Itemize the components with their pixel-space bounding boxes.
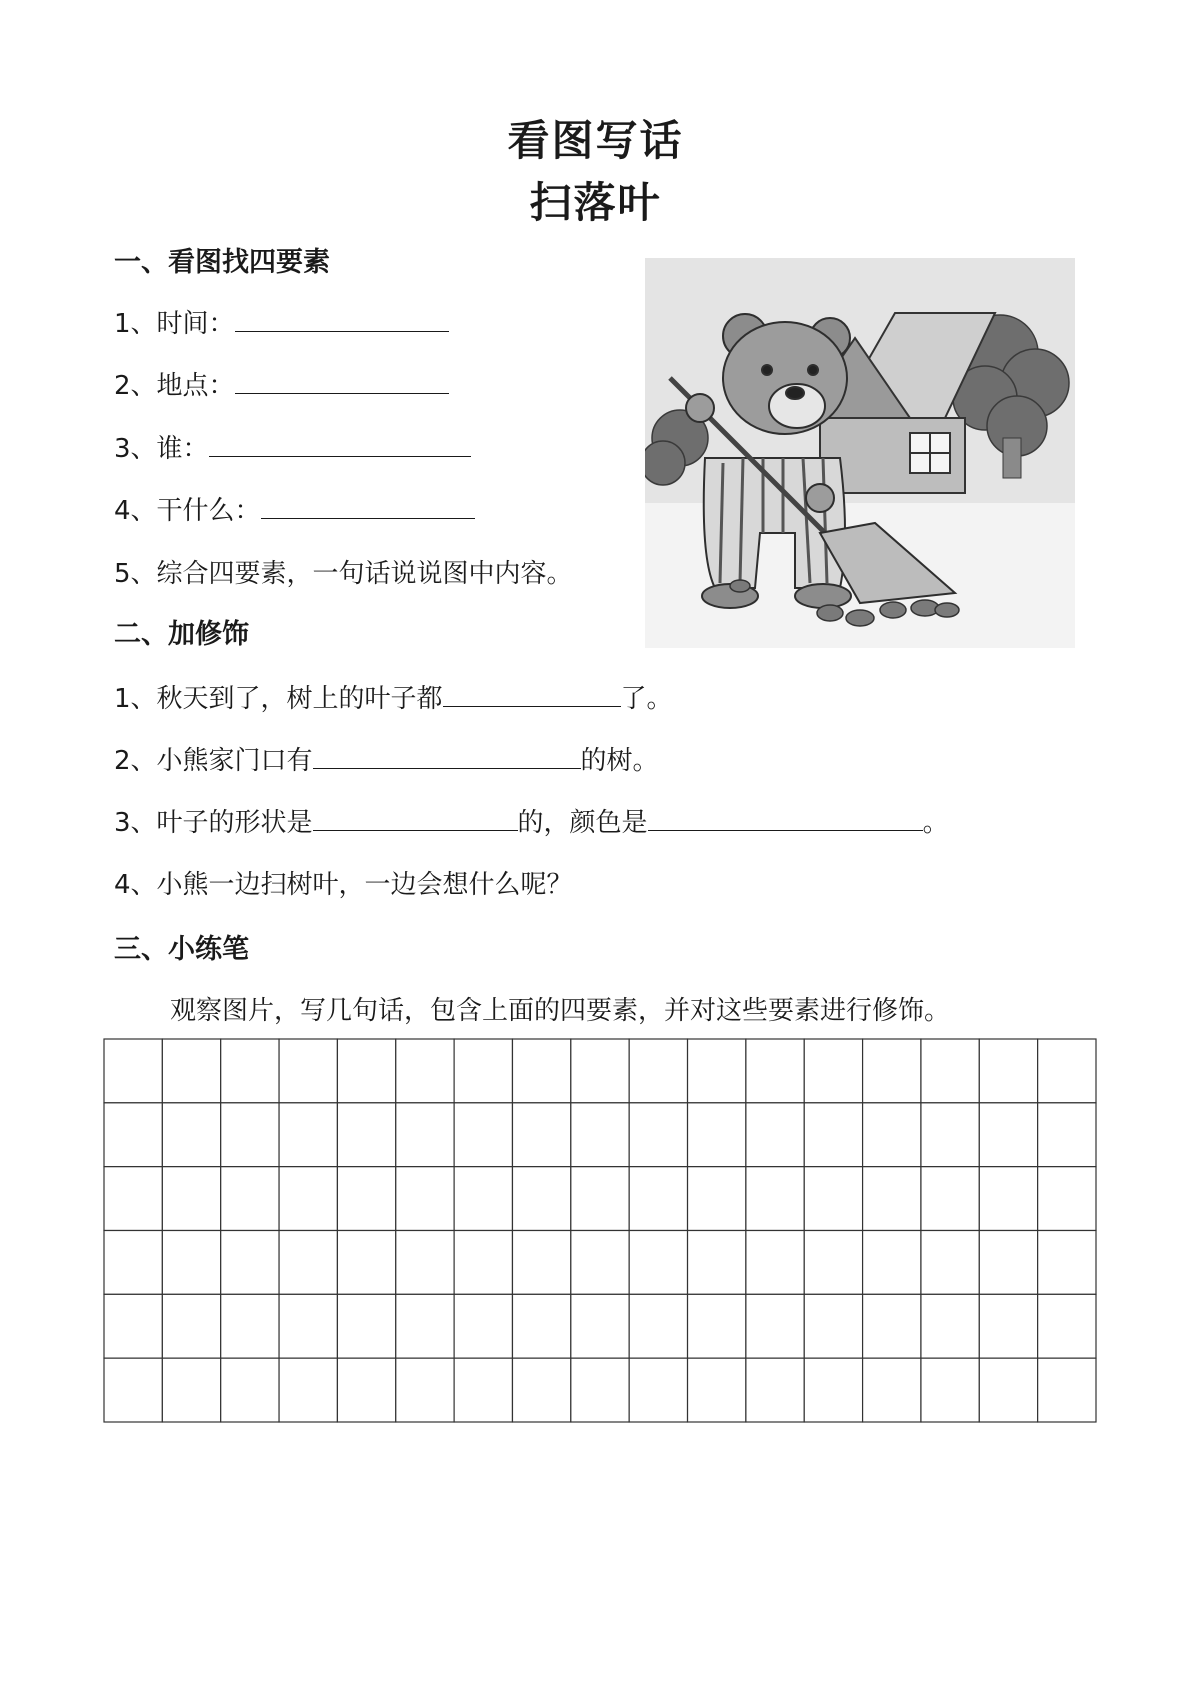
grid-cell[interactable] [279, 1358, 337, 1422]
answer-blank-place[interactable] [235, 367, 449, 394]
grid-cell[interactable] [221, 1294, 279, 1358]
grid-cell[interactable] [162, 1294, 220, 1358]
grid-cell[interactable] [512, 1294, 570, 1358]
grid-cell[interactable] [863, 1167, 921, 1231]
grid-cell[interactable] [512, 1358, 570, 1422]
grid-cell[interactable] [979, 1103, 1037, 1167]
grid-cell[interactable] [396, 1103, 454, 1167]
grid-cell[interactable] [104, 1167, 162, 1231]
answer-blank-who[interactable] [209, 430, 471, 457]
grid-cell[interactable] [804, 1231, 862, 1295]
grid-cell[interactable] [162, 1167, 220, 1231]
grid-cell[interactable] [863, 1039, 921, 1103]
grid-cell[interactable] [221, 1231, 279, 1295]
grid-cell[interactable] [512, 1039, 570, 1103]
answer-blank-shape[interactable] [313, 804, 518, 831]
grid-cell[interactable] [688, 1039, 746, 1103]
grid-cell[interactable] [804, 1103, 862, 1167]
grid-cell[interactable] [337, 1167, 395, 1231]
grid-cell[interactable] [396, 1039, 454, 1103]
fill-sentence-3-start: 3、叶子的形状是 [114, 808, 313, 838]
question-who-label: 3、谁： [114, 434, 209, 464]
grid-cell[interactable] [804, 1294, 862, 1358]
fill-sentence-3 [114, 802, 949, 839]
grid-cell[interactable] [979, 1231, 1037, 1295]
grid-cell[interactable] [512, 1103, 570, 1167]
grid-cell[interactable] [396, 1231, 454, 1295]
grid-cell[interactable] [1038, 1231, 1096, 1295]
grid-cell[interactable] [279, 1103, 337, 1167]
grid-cell[interactable] [104, 1294, 162, 1358]
grid-cell[interactable] [337, 1103, 395, 1167]
grid-cell[interactable] [921, 1039, 979, 1103]
grid-cell[interactable] [688, 1358, 746, 1422]
grid-cell[interactable] [688, 1231, 746, 1295]
grid-cell[interactable] [629, 1358, 687, 1422]
grid-cell[interactable] [921, 1231, 979, 1295]
grid-cell[interactable] [512, 1167, 570, 1231]
grid-cell[interactable] [104, 1039, 162, 1103]
grid-cell[interactable] [221, 1358, 279, 1422]
fill-sentence-1-start: 1、秋天到了，树上的叶子都 [114, 684, 443, 714]
grid-cell[interactable] [979, 1167, 1037, 1231]
answer-blank-what[interactable] [261, 492, 475, 519]
grid-cell[interactable] [979, 1358, 1037, 1422]
grid-cell[interactable] [337, 1294, 395, 1358]
fill-sentence-1-end: 了。 [620, 684, 673, 714]
grid-cell[interactable] [454, 1231, 512, 1295]
grid-cell[interactable] [804, 1039, 862, 1103]
question-what [114, 490, 475, 527]
grid-cell[interactable] [1038, 1358, 1096, 1422]
grid-cell[interactable] [337, 1358, 395, 1422]
question-summary: 5、综合四要素，一句话说说图中内容。 [114, 559, 573, 589]
grid-cell[interactable] [863, 1231, 921, 1295]
bear-sweeping-leaves-illustration [645, 258, 1075, 648]
fill-sentence-1 [114, 678, 673, 715]
grid-cell[interactable] [1038, 1294, 1096, 1358]
grid-cell[interactable] [746, 1231, 804, 1295]
writing-instruction: 观察图片，写几句话，包含上面的四要素，并对这些要素进行修饰。 [170, 996, 951, 1026]
section1-heading: 一、看图找四要素 [114, 247, 330, 278]
grid-cell[interactable] [921, 1103, 979, 1167]
grid-cell[interactable] [571, 1103, 629, 1167]
question-who [114, 428, 471, 465]
grid-cell[interactable] [454, 1167, 512, 1231]
fill-sentence-2-start: 2、小熊家门口有 [114, 746, 313, 776]
grid-cell[interactable] [221, 1103, 279, 1167]
question-what-label: 4、干什么： [114, 496, 261, 526]
grid-cell[interactable] [1038, 1103, 1096, 1167]
question-time-label: 1、时间： [114, 309, 235, 339]
grid-cell[interactable] [571, 1231, 629, 1295]
grid-cell[interactable] [921, 1294, 979, 1358]
grid-cell[interactable] [863, 1103, 921, 1167]
grid-cell[interactable] [279, 1039, 337, 1103]
grid-cell[interactable] [279, 1167, 337, 1231]
grid-cell[interactable] [688, 1167, 746, 1231]
grid-cell[interactable] [571, 1358, 629, 1422]
grid-cell[interactable] [863, 1294, 921, 1358]
fill-sentence-3-middle: 的，颜色是 [517, 808, 648, 838]
grid-cell[interactable] [746, 1039, 804, 1103]
grid-cell[interactable] [279, 1294, 337, 1358]
grid-cell[interactable] [221, 1167, 279, 1231]
grid-cell[interactable] [396, 1358, 454, 1422]
writing-grid[interactable] [103, 1038, 1097, 1423]
grid-cell[interactable] [337, 1231, 395, 1295]
grid-cell[interactable] [396, 1167, 454, 1231]
grid-cell[interactable] [104, 1358, 162, 1422]
grid-cell[interactable] [1038, 1039, 1096, 1103]
section2-heading: 二、加修饰 [114, 619, 249, 650]
fill-sentence-2 [114, 740, 659, 777]
fill-sentence-2-end: 的树。 [580, 746, 659, 776]
answer-blank-color[interactable] [648, 804, 923, 831]
grid-cell[interactable] [629, 1039, 687, 1103]
grid-cell[interactable] [688, 1103, 746, 1167]
grid-cell[interactable] [454, 1294, 512, 1358]
grid-cell[interactable] [454, 1039, 512, 1103]
grid-cell[interactable] [162, 1231, 220, 1295]
grid-cell[interactable] [979, 1294, 1037, 1358]
grid-cell[interactable] [104, 1103, 162, 1167]
grid-cell[interactable] [512, 1231, 570, 1295]
question-place [114, 365, 449, 402]
grid-cell[interactable] [1038, 1167, 1096, 1231]
page-title: 看图写话 [507, 116, 684, 165]
grid-cell[interactable] [571, 1294, 629, 1358]
grid-cell[interactable] [454, 1103, 512, 1167]
grid-cell[interactable] [571, 1167, 629, 1231]
page-subtitle: 扫落叶 [529, 178, 662, 227]
grid-cell[interactable] [221, 1039, 279, 1103]
grid-cell[interactable] [162, 1103, 220, 1167]
question-place-label: 2、地点： [114, 371, 235, 401]
answer-blank-time[interactable] [235, 305, 449, 332]
question-time [114, 303, 449, 340]
fill-sentence-3-end: 。 [922, 808, 949, 838]
section3-heading: 三、小练笔 [114, 934, 249, 965]
grid-cell[interactable] [104, 1231, 162, 1295]
grid-cell[interactable] [162, 1039, 220, 1103]
grid-cell[interactable] [746, 1358, 804, 1422]
grid-cell[interactable] [279, 1231, 337, 1295]
grid-cell[interactable] [396, 1294, 454, 1358]
grid-cell[interactable] [629, 1103, 687, 1167]
grid-cell[interactable] [804, 1167, 862, 1231]
grid-cell[interactable] [337, 1039, 395, 1103]
grid-cell[interactable] [746, 1167, 804, 1231]
grid-cell[interactable] [804, 1358, 862, 1422]
grid-cell[interactable] [454, 1358, 512, 1422]
grid-cell[interactable] [863, 1358, 921, 1422]
grid-cell[interactable] [921, 1167, 979, 1231]
question-bear-thinking: 4、小熊一边扫树叶，一边会想什么呢？ [114, 870, 573, 900]
answer-blank-leaves-state[interactable] [443, 680, 621, 707]
grid-cell[interactable] [629, 1231, 687, 1295]
grid-cell[interactable] [921, 1358, 979, 1422]
grid-cell[interactable] [571, 1039, 629, 1103]
grid-cell[interactable] [629, 1167, 687, 1231]
grid-cell[interactable] [746, 1294, 804, 1358]
grid-cell[interactable] [629, 1294, 687, 1358]
grid-cell[interactable] [746, 1103, 804, 1167]
answer-blank-tree[interactable] [313, 742, 581, 769]
grid-cell[interactable] [979, 1039, 1037, 1103]
grid-cell[interactable] [162, 1358, 220, 1422]
grid-cell[interactable] [688, 1294, 746, 1358]
